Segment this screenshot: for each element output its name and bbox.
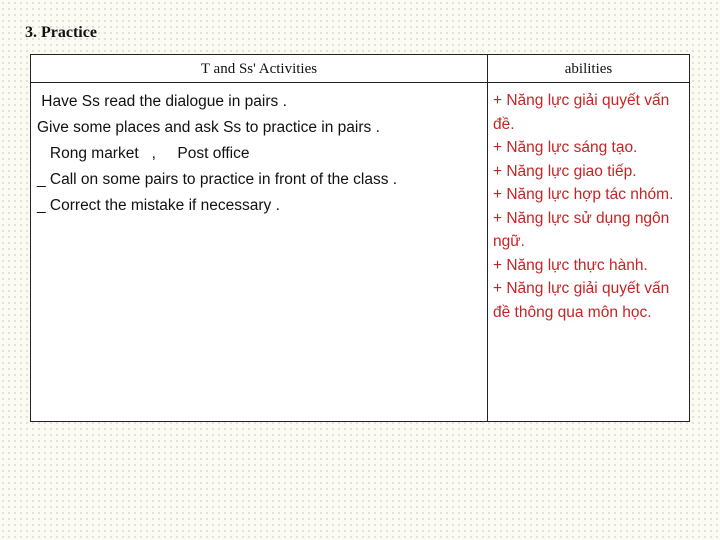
practice-table	[30, 54, 690, 422]
ability-item: + Năng lực giải quyết vấn đề thông qua môn học.	[493, 280, 670, 321]
activity-line: Rong market , Post office	[37, 145, 250, 162]
ability-item: + Năng lực thực hành.	[493, 256, 648, 274]
header-abilities: abilities	[564, 61, 613, 77]
activity-line: _ Correct the mistake if necessary .	[37, 197, 280, 214]
activities-cell	[37, 89, 485, 219]
ability-item: + Năng lực sáng tạo.	[493, 139, 638, 156]
column-divider	[487, 55, 488, 421]
header-rule	[31, 82, 689, 83]
ability-item: + Năng lực giao tiếp.	[493, 162, 637, 180]
header-activities: T and Ss' Activities	[200, 61, 318, 77]
abilities-cell	[493, 89, 683, 324]
activity-line: Give some places and ask Ss to practice in pairs .	[37, 119, 380, 136]
activity-line: Have Ss read the dialogue in pairs .	[37, 93, 287, 110]
activity-line: _ Call on some pairs to practice in front of the class .	[37, 171, 398, 188]
section-heading: 3. Practice	[25, 24, 97, 41]
ability-item: + Năng lực sử dụng ngôn ngữ.	[493, 209, 670, 250]
ability-item: + Năng lực hợp tác nhóm.	[493, 186, 674, 203]
ability-item: + Năng lực giải quyết vấn đề.	[493, 92, 670, 133]
